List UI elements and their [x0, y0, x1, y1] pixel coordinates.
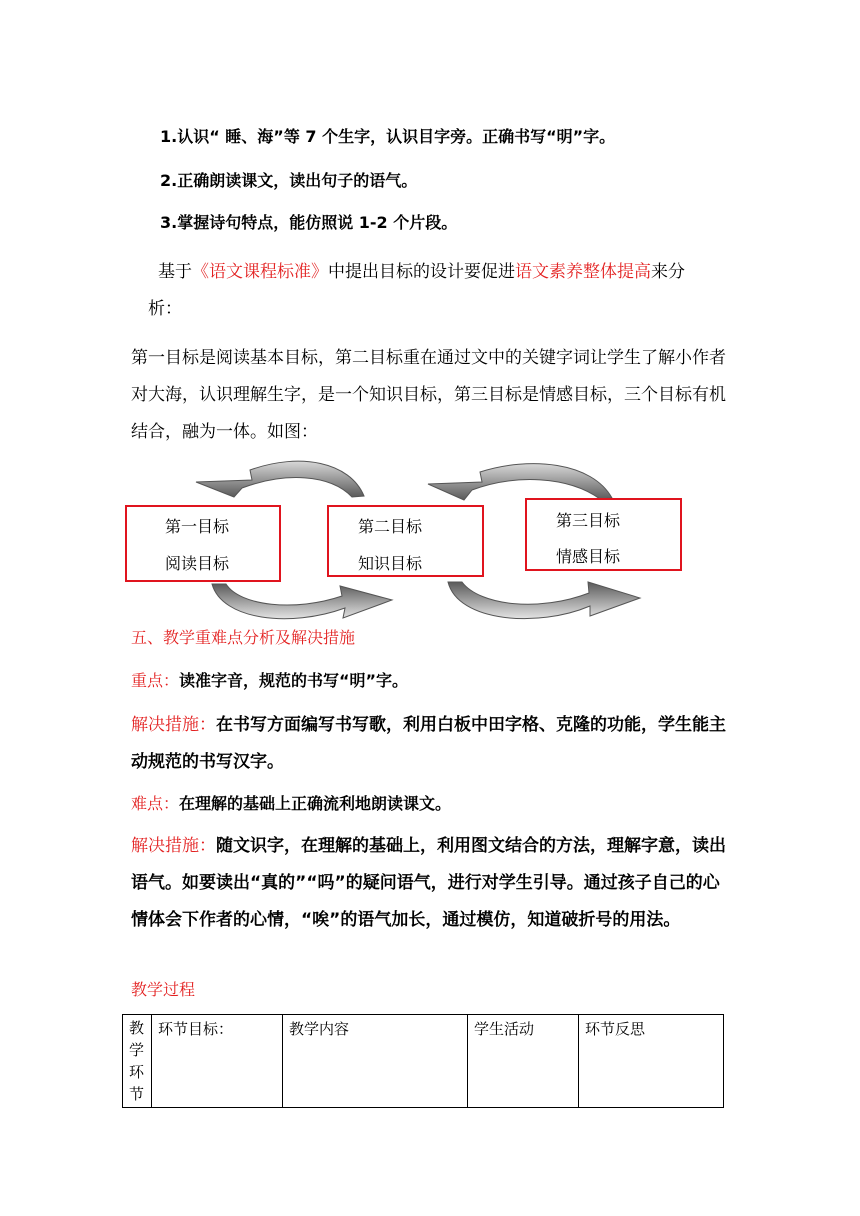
solution-1-label: 解决措施： [131, 715, 216, 735]
goal-box-2 [327, 505, 484, 577]
goal-box-3-subtitle: 情感目标 [556, 547, 621, 566]
literacy-quality: 语文素养整体提高 [515, 262, 651, 282]
arrow-top-left [196, 461, 364, 497]
goal-box-1-subtitle: 阅读目标 [165, 554, 230, 573]
key-point-label: 重点： [131, 671, 180, 690]
goal-box-3-title: 第三目标 [556, 511, 621, 530]
objective-2: 2.正确朗读课文，读出句子的语气。 [160, 171, 418, 190]
basis-prefix: 基于 [158, 262, 192, 282]
table-header-content: 教学内容 [283, 1015, 468, 1108]
solution-1 [131, 707, 726, 781]
section-heading: 五、教学重难点分析及解决措施 [131, 628, 356, 647]
table-header-stage: 教学环节 [123, 1015, 152, 1108]
solution-2-label: 解决措施： [131, 836, 216, 856]
solution-2-text: 随文识字，在理解的基础上，利用图文结合的方法，理解字意，读出语气。如要读出“真的”“吗”的疑问语气，进行对学生引导。通过孩子自己的心情体会下作者的心情，“唉”的语气加长，通过模仿，知道破折号的用法。 [131, 836, 726, 930]
solution-1-text: 在书写方面编写书写歌，利用白板中田字格、克隆的功能，学生能主动规范的书写汉字。 [131, 715, 726, 772]
arrow-top-right [428, 464, 612, 500]
analysis-paragraph: 第一目标是阅读基本目标，第二目标重在通过文中的关键字词让学生了解小作者对大海，认识理解生字，是一个知识目标，第三目标是情感目标，三个目标有机结合，融为一体。如图： [131, 348, 726, 442]
key-point-text: 读准字音，规范的书写“明”字。 [179, 671, 409, 690]
table-header-reflection: 环节反思 [579, 1015, 724, 1108]
table-header-goal: 环节目标： [152, 1015, 283, 1108]
difficulty-text: 在理解的基础上正确流利地朗读课文。 [179, 794, 452, 813]
curriculum-standard: 《语文课程标准》 [192, 262, 328, 282]
objective-3: 3.掌握诗句特点，能仿照说 1-2 个片段。 [160, 213, 458, 232]
table-row [123, 1015, 724, 1108]
arrow-bottom-right [448, 582, 640, 619]
process-heading: 教学过程 [131, 980, 196, 999]
basis-middle: 中提出目标的设计要促进 [328, 262, 515, 282]
solution-2 [131, 828, 726, 939]
difficulty-label: 难点： [131, 794, 180, 813]
arrow-bottom-left [212, 584, 392, 619]
goal-box-1 [125, 505, 281, 582]
basis-continuation: 析： [148, 299, 182, 319]
table-header-activity: 学生活动 [468, 1015, 579, 1108]
difficulty-point [131, 794, 451, 814]
goal-box-2-subtitle: 知识目标 [358, 554, 423, 573]
goal-box-1-title: 第一目标 [165, 517, 230, 536]
process-table [122, 1014, 724, 1108]
goal-box-3 [525, 498, 682, 571]
goal-box-2-title: 第二目标 [358, 517, 423, 536]
basis-suffix: 来分 [651, 262, 685, 282]
objective-1: 1.认识“ 睡、海”等 7 个生字，认识目字旁。正确书写“明”字。 [160, 127, 616, 146]
key-point [131, 671, 408, 691]
